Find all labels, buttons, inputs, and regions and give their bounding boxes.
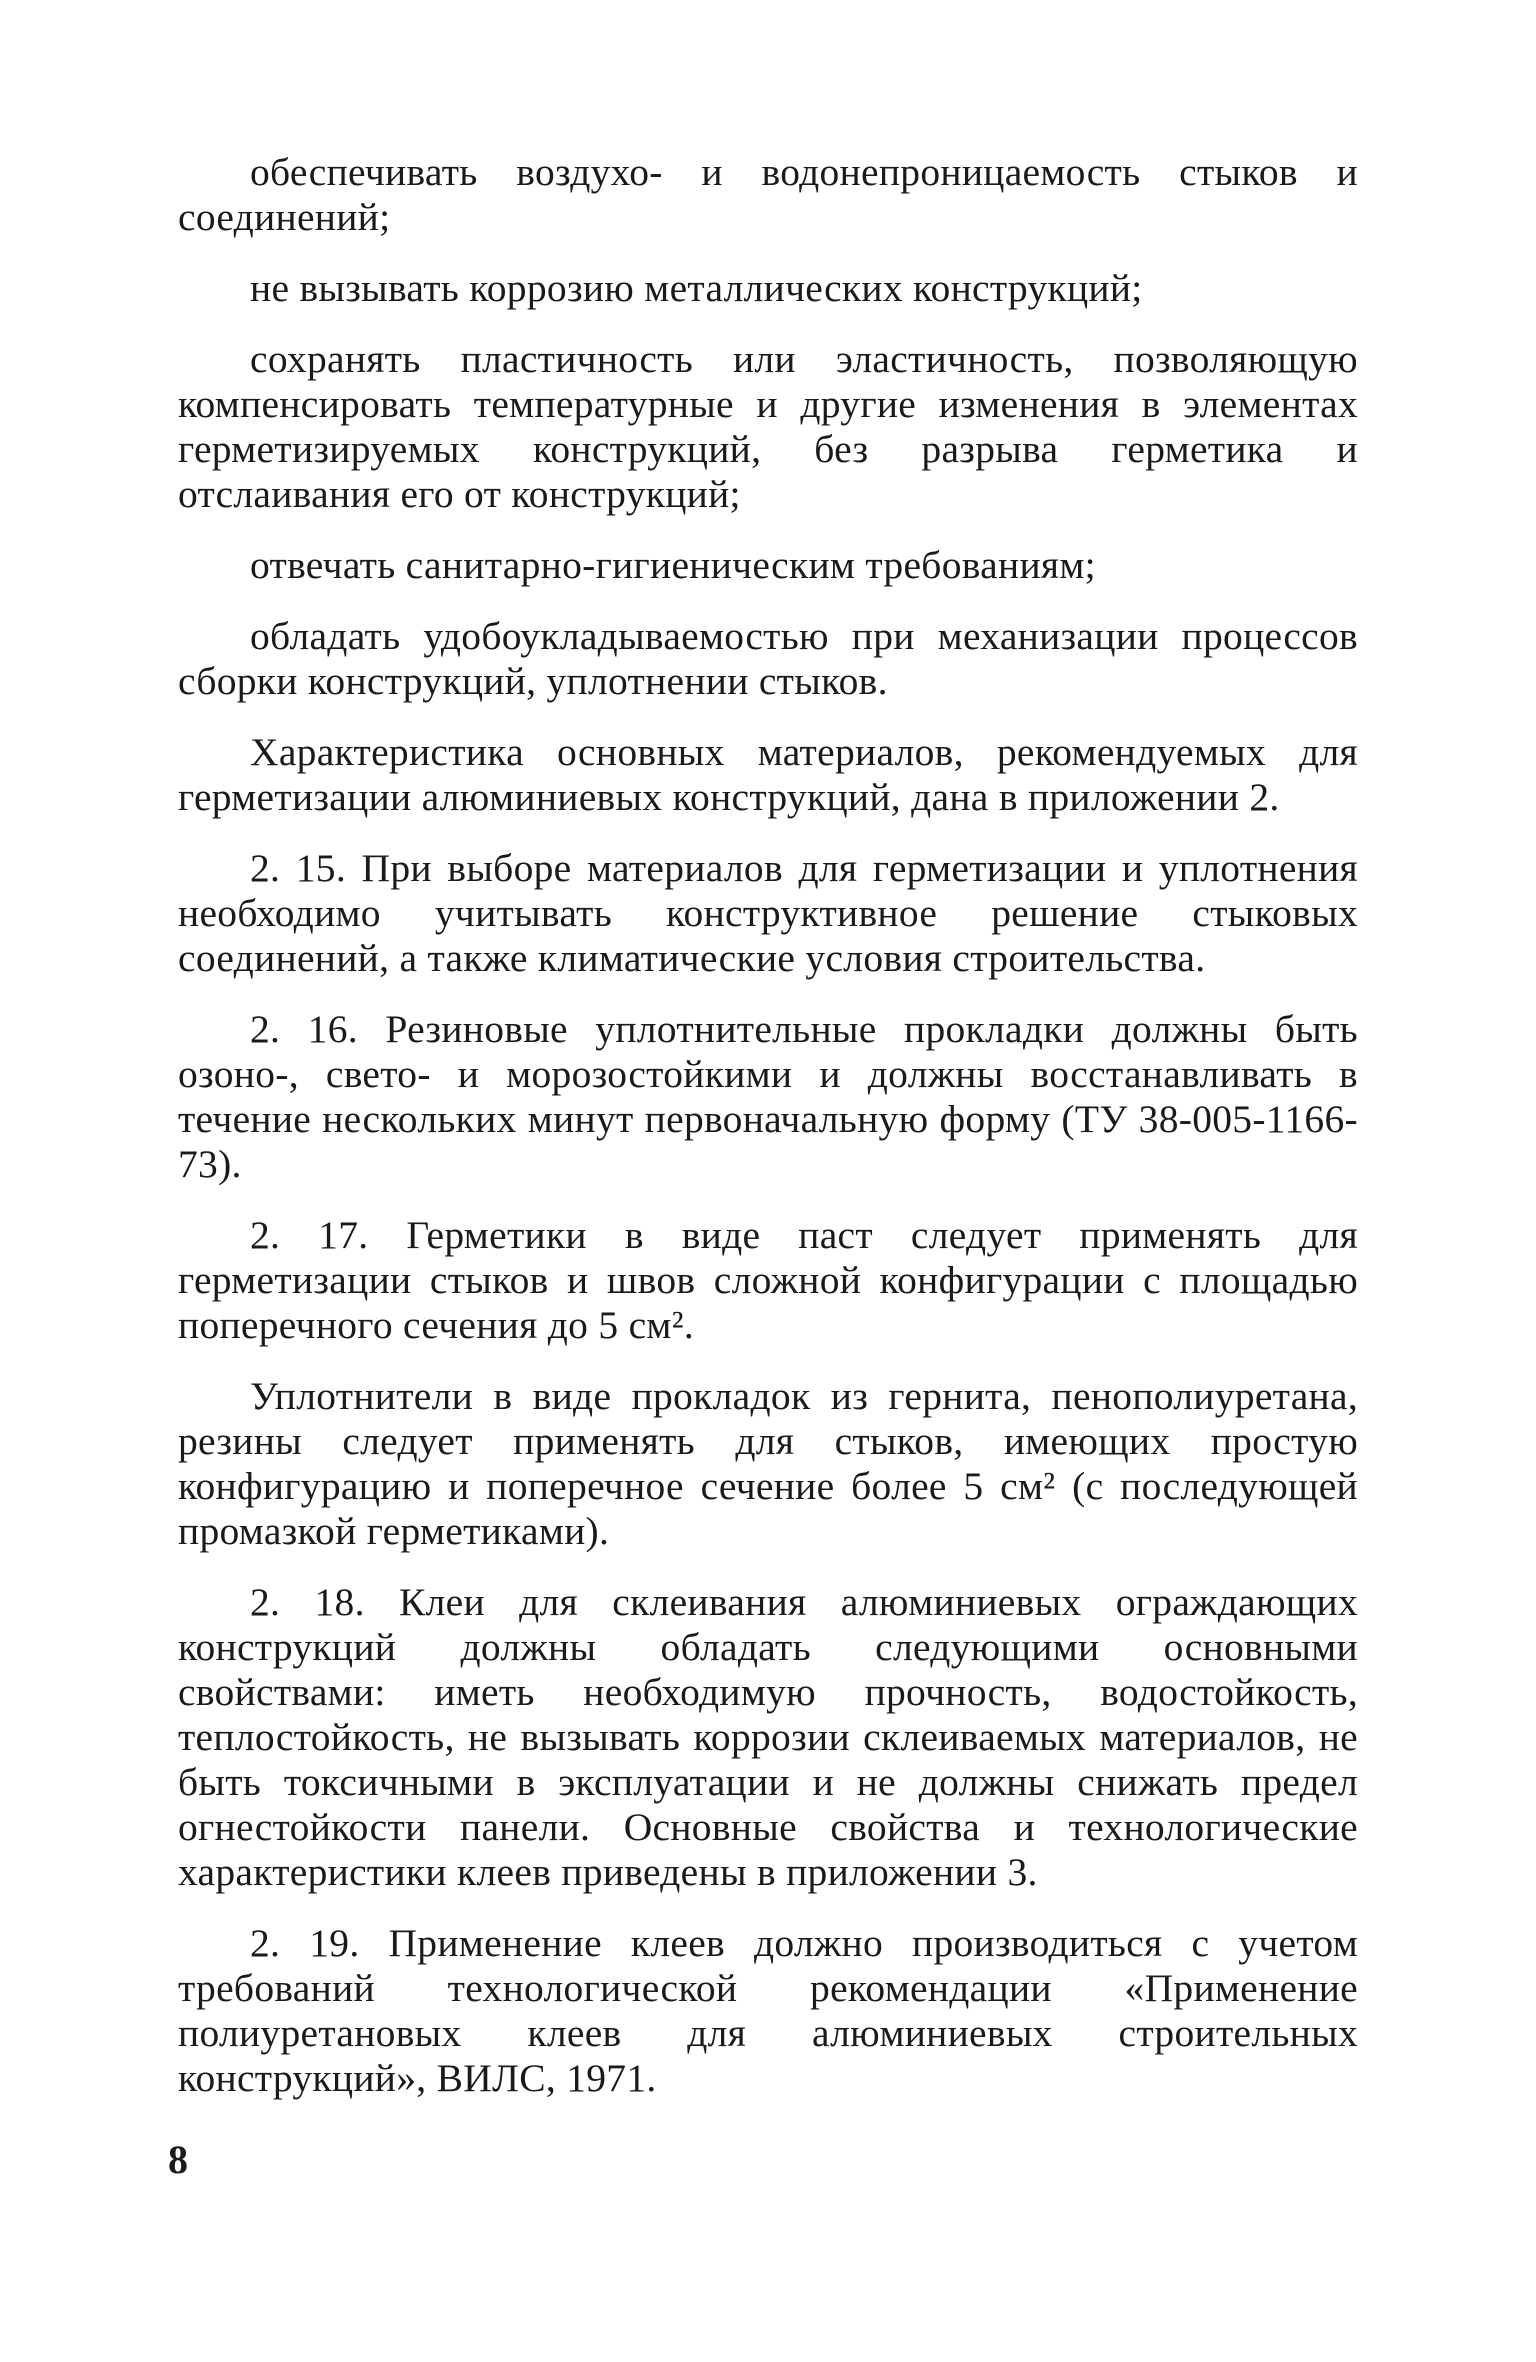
paragraph-sealants: Уплотнители в виде прокладок из гернита, пенополиуретана, резины следует применять для стыков, имеющих простую конфигурацию и поперечное сечение более 5 см² (с последующей промазкой герметиками). bbox=[178, 1374, 1358, 1553]
paragraph-plasticity: сохранять пластичность или эластичность, позволяющую компенсировать температурные и другие изменения в элементах герметизируемых конструкций, без разрыва герметика и отслаивания его от конструкций; bbox=[178, 337, 1358, 516]
paragraph-section-2-18: 2. 18. Клеи для склеивания алюминиевых ограждающих конструкций должны обладать следующими основными свойствами: иметь необходимую прочность, водостойкость, теплостойкость, не вызывать коррозии склеиваемых материалов, не быть токсичными в эксплуатации и не должны снижать предел огнестойкости панели. Основные свойства и технологические характеристики клеев приведены в приложении 3. bbox=[178, 1580, 1358, 1894]
paragraph-airtightness: обеспечивать воздухо- и водонепроницаемость стыков и соединений; bbox=[178, 150, 1358, 239]
paragraph-sanitary: отвечать санитарно-гигиеническим требованиям; bbox=[250, 543, 1096, 587]
paragraph-section-2-17: 2. 17. Герметики в виде паст следует применять для герметизации стыков и швов сложной конфигурации с площадью поперечного сечения до 5 см². bbox=[178, 1213, 1358, 1347]
paragraph-materials-characteristics: Характеристика основных материалов, рекомендуемых для герметизации алюминиевых конструкций, дана в приложении 2. bbox=[178, 730, 1358, 819]
page-number: 8 bbox=[168, 2137, 188, 2182]
paragraph-section-2-19: 2. 19. Применение клеев должно производиться с учетом требований технологической рекомендации «Применение полиуретановых клеев для алюминиевых строительных конструкций», ВИЛС, 1971. bbox=[178, 1921, 1358, 2100]
paragraph-section-2-15: 2. 15. При выборе материалов для герметизации и уплотнения необходимо учитывать конструктивное решение стыковых соединений, а также климатические условия строительства. bbox=[178, 846, 1358, 980]
body-text bbox=[178, 150, 1358, 2127]
paragraph-corrosion: не вызывать коррозию металлических конструкций; bbox=[250, 266, 1143, 310]
paragraph-workability: обладать удобоукладываемостью при механизации процессов сборки конструкций, уплотнении стыков. bbox=[178, 614, 1358, 703]
paragraph-section-2-16: 2. 16. Резиновые уплотнительные прокладки должны быть озоно-, свето- и морозостойкими и должны восстанавливать в течение нескольких минут первоначальную форму (ТУ 38-005-1166-73). bbox=[178, 1007, 1358, 1186]
